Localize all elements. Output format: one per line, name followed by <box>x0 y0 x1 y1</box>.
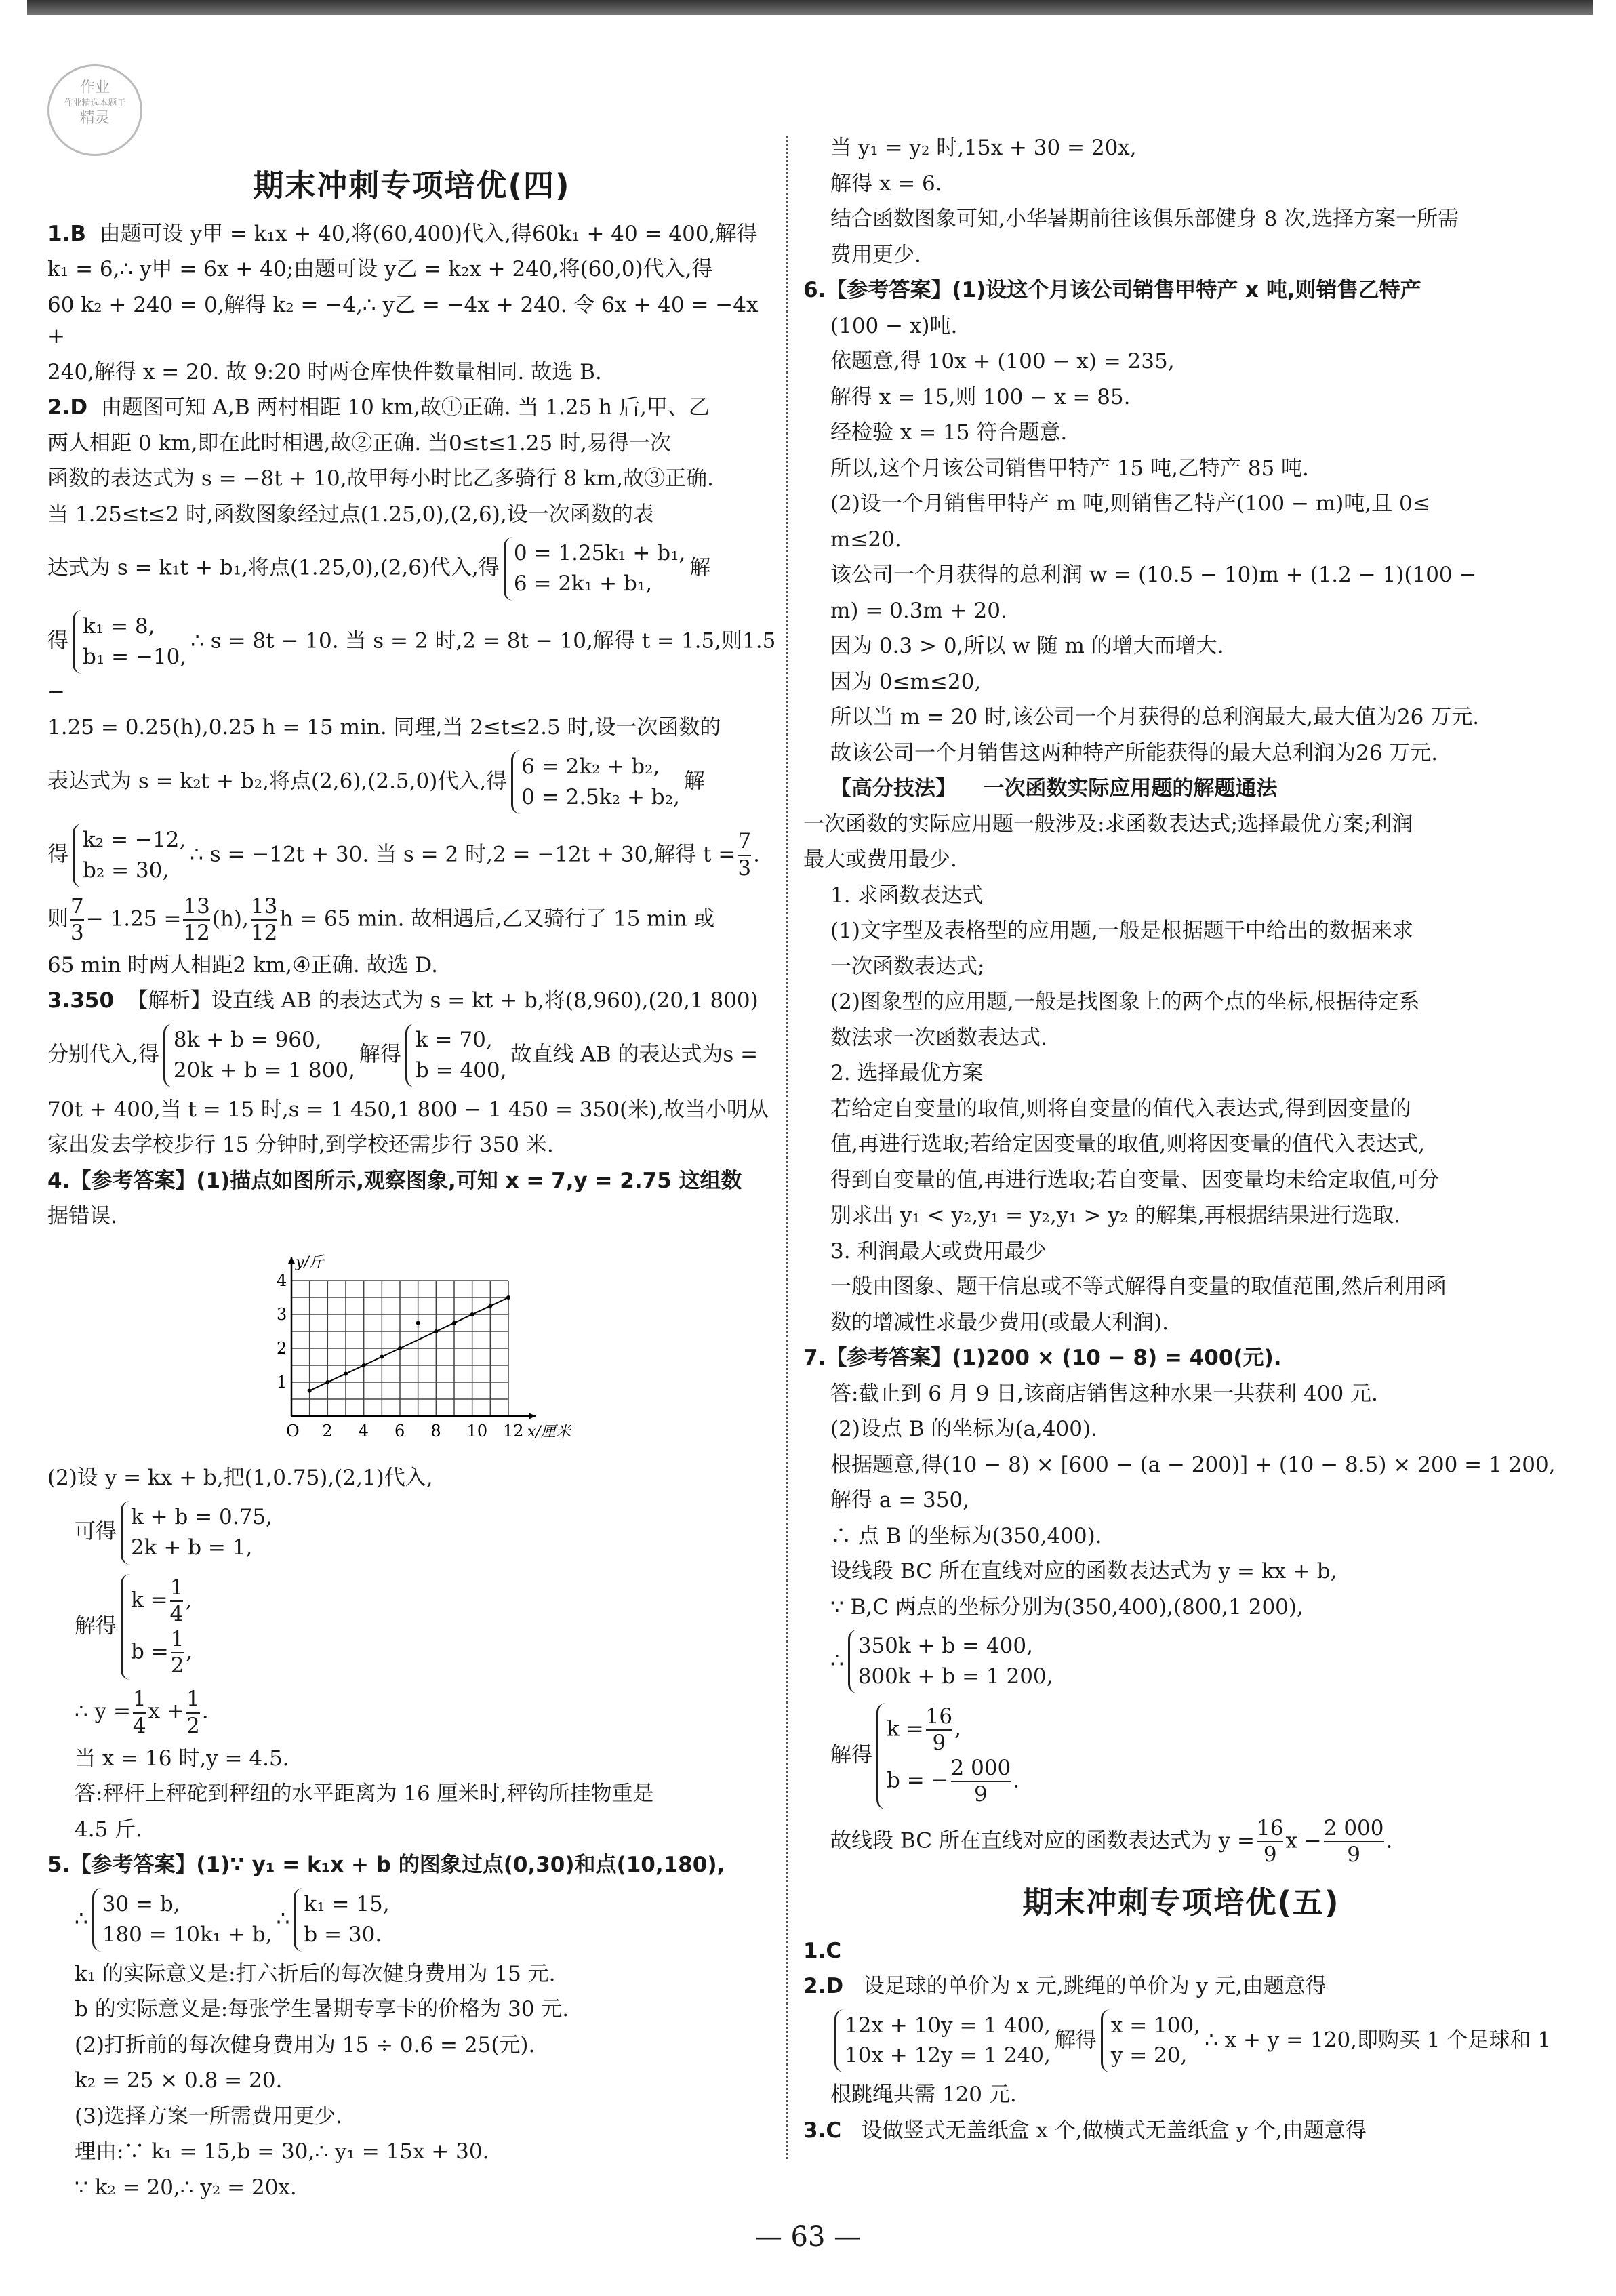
skill-line: 3. 利润最大或费用最少 <box>830 1238 1047 1264</box>
q4-line: 【参考答案】(1)描点如图所示,观察图象,可知 x = 7,y = 2.75 这组数 <box>70 1168 742 1193</box>
q5-line: (2)打折前的每次健身费用为 15 ÷ 0.6 = 25(元). <box>75 2032 536 2057</box>
denominator: 2 <box>170 1653 184 1678</box>
q5-line: k₂ = 25 × 0.8 = 20. <box>75 2068 283 2093</box>
p1-number: 1.C <box>803 1938 842 1963</box>
fraction <box>170 1575 184 1627</box>
q5-line: k₁ 的实际意义是:打六折后的每次健身费用为 15 元. <box>75 1961 556 1986</box>
fraction <box>1324 1816 1384 1868</box>
y-tick-label: 2 <box>277 1338 287 1358</box>
q4-text: 可得 <box>75 1519 117 1544</box>
equation: . <box>1013 1768 1020 1793</box>
numerator: 16 <box>1256 1815 1284 1840</box>
denominator: 4 <box>132 1713 146 1738</box>
q5-number: 5. <box>47 1853 70 1878</box>
data-point <box>325 1380 329 1384</box>
y-axis-label: y/斤 <box>296 1253 324 1271</box>
data-point <box>308 1388 312 1392</box>
data-point <box>434 1329 438 1333</box>
column-divider <box>786 136 790 2159</box>
equation: k₂ = −12, <box>83 827 186 852</box>
q2-line: 函数的表达式为 s = −8t + 10,故甲每小时比乙多骑行 8 km,故③正确. <box>47 466 714 491</box>
q4-line: 4.5 斤. <box>75 1817 143 1842</box>
equation: 12x + 10y = 1 400, <box>845 2013 1051 2038</box>
skill-line: 一次函数的实际应用题一般涉及:求函数表达式;选择最优方案;利润 <box>803 811 1413 837</box>
p3-number: 3.C <box>803 2118 842 2143</box>
p2-line: 设足球的单价为 x 元,跳绳的单价为 y 元,由题意得 <box>863 1974 1327 1998</box>
p2-number: 2.D <box>803 1974 844 1998</box>
equation: 20k + b = 1 800, <box>173 1058 355 1083</box>
x-tick-label: 4 <box>358 1421 369 1441</box>
equation: 10x + 12y = 1 240, <box>845 2043 1051 2068</box>
q3-text: 故直线 AB 的表达式为s = <box>510 1042 759 1067</box>
q3-line: 家出发去学校步行 15 分钟时,到学校还需步行 350 米. <box>47 1133 554 1158</box>
q7-line: 【参考答案】(1)200 × (10 − 8) = 400(元). <box>826 1346 1282 1370</box>
q2-text: − 1.25 = <box>85 906 182 931</box>
p2-text: 解得 <box>1054 2027 1097 2052</box>
equation: 30 = b, <box>102 1891 180 1916</box>
q7-line: (2)设点 B 的坐标为(a,400). <box>830 1417 1097 1441</box>
x-axis-label: x/厘米 <box>527 1423 571 1441</box>
denominator: 2 <box>186 1713 200 1738</box>
denominator: 9 <box>951 1781 1011 1807</box>
q5b-line: 解得 x = 6. <box>830 171 942 196</box>
numerator: 7 <box>70 893 84 919</box>
q4-line: 当 x = 16 时,y = 4.5. <box>75 1746 289 1771</box>
numerator: 13 <box>183 893 210 919</box>
fraction <box>251 894 277 946</box>
x-tick-label: 6 <box>395 1421 405 1441</box>
equation-system <box>294 1888 389 1952</box>
q6-line: m≤20. <box>830 527 902 552</box>
question-2 <box>47 392 776 981</box>
q7-text: . <box>1386 1828 1393 1853</box>
q6-line: (100 − x)吨. <box>830 313 958 338</box>
data-point <box>506 1295 510 1300</box>
equation-system <box>511 750 680 814</box>
equation-system <box>121 1574 193 1680</box>
q2-text: 得 <box>47 842 68 867</box>
q4-text: x + <box>148 1699 184 1725</box>
q2-line: 65 min 时两人相距2 km,④正确. 故选 D. <box>47 952 438 978</box>
q2-text: h = 65 min. 故相遇后,乙又骑行了 15 min 或 <box>279 906 715 931</box>
skill-line: 1. 求函数表达式 <box>830 883 984 908</box>
q7-line: 设线段 BC 所在直线对应的函数表达式为 y = kx + b, <box>830 1559 1337 1584</box>
numerator: 16 <box>925 1704 953 1729</box>
q2-line: 两人相距 0 km,即在此时相遇,故②正确. 当0≤t≤1.25 时,易得一次 <box>47 430 671 456</box>
q2-text: . <box>753 842 760 867</box>
scale-graph <box>264 1243 571 1447</box>
q6-line: (2)设一个月销售甲特产 m 吨,则销售乙特产(100 − m)吨,且 0≤ <box>830 491 1430 516</box>
q3-line: 70t + 400,当 t = 15 时,s = 1 450,1 800 − 1 450 = 350(米),故当小明从 <box>47 1097 769 1122</box>
equation-system <box>834 2009 1051 2073</box>
numerator: 13 <box>250 893 278 919</box>
q6-line: 所以,这个月该公司销售甲特产 15 吨,乙特产 85 吨. <box>830 456 1309 481</box>
q2-text: 得 <box>47 628 68 653</box>
q6-line: m) = 0.3m + 20. <box>830 598 1007 623</box>
denominator: 3 <box>70 920 84 945</box>
skill-line: 一次函数表达式; <box>830 954 985 979</box>
q5-line: ∵ k₂ = 20,∴ y₂ = 20x. <box>75 2175 297 2200</box>
q2-text: (h), <box>211 906 249 931</box>
skill-line: (1)文字型及表格型的应用题,一般是根据题干中给出的数据来求 <box>830 919 1413 943</box>
equation: b = 30. <box>304 1922 382 1947</box>
denominator: 4 <box>169 1601 184 1626</box>
denominator: 12 <box>183 920 210 945</box>
numerator: 1 <box>132 1687 146 1712</box>
skill-line: 数的增减性求最少费用(或最大利润). <box>830 1310 1169 1335</box>
equation-system <box>504 537 685 601</box>
y-tick-label: 1 <box>277 1372 287 1392</box>
y-axis-arrow <box>288 1257 295 1264</box>
x-tick-label: 2 <box>322 1421 333 1441</box>
q2-line: 当 1.25≤t≤2 时,函数图象经过点(1.25,0),(2,6),设一次函数的表 <box>47 502 654 527</box>
q2-line: 达式为 s = k₁t + b₁,将点(1.25,0),(2,6)代入,得 <box>47 555 500 580</box>
q7-line: 答:截止到 6 月 9 日,该商店销售这种水果一共获利 400 元. <box>830 1381 1378 1406</box>
equation: , <box>185 1588 193 1613</box>
q2-line: 表达式为 s = k₂t + b₂,将点(2,6),(2.5,0)代入,得 <box>47 769 508 794</box>
q7-text: ∴ <box>830 1648 844 1673</box>
x-tick-label: 10 <box>466 1421 488 1441</box>
top-bar <box>27 0 1593 15</box>
equation: 6 = 2k₂ + b₂, <box>521 754 660 779</box>
y-tick-label: 3 <box>277 1304 287 1324</box>
q5-line: b 的实际意义是:每张学生暑期专享卡的价格为 30 元. <box>75 1997 569 2022</box>
q4-text: . <box>201 1699 209 1725</box>
skill-line: (2)图象型的应用题,一般是找图象上的两个点的坐标,根据待定系 <box>830 990 1420 1014</box>
denominator: 9 <box>1257 1841 1283 1868</box>
fraction <box>70 894 84 946</box>
numerator: 7 <box>738 829 752 854</box>
q4-text: ∴ y = <box>75 1699 131 1725</box>
q7-text: x − <box>1285 1828 1322 1853</box>
equation-system <box>73 824 186 887</box>
fraction <box>183 894 209 946</box>
logo-brand: 精灵 <box>79 110 110 127</box>
equation: 180 = 10k₁ + b, <box>102 1922 272 1947</box>
equation: b = <box>131 1639 169 1664</box>
skill-line: 数法求一次函数表达式. <box>830 1025 1047 1050</box>
q6-line: 解得 x = 15,则 100 − x = 85. <box>830 384 1131 409</box>
data-point <box>488 1304 492 1308</box>
data-point <box>344 1371 348 1375</box>
q7-line: ∴ 点 B 的坐标为(350,400). <box>830 1523 1102 1548</box>
q6-number: 6. <box>803 278 826 302</box>
data-point <box>362 1363 366 1367</box>
q3-text: 分别代入,得 <box>47 1042 159 1067</box>
q6-line: 所以当 m = 20 时,该公司一个月获得的总利润最大,最大值为26 万元. <box>830 705 1480 729</box>
q2-text: 解 <box>683 769 705 794</box>
skill-line: 最大或费用最少. <box>803 847 957 872</box>
equation: x = 100, <box>1110 2013 1201 2038</box>
q1-number: 1.B <box>47 221 86 246</box>
q7-line: 根据题意,得(10 − 8) × [600 − (a − 200)] + (10 − 8.5) × 200 = 1 200, <box>830 1452 1556 1477</box>
q2-line: 由题图可知 A,B 两村相距 10 km,故①正确. 当 1.25 h 后,甲、乙 <box>100 395 710 420</box>
equation: 2k + b = 1, <box>131 1535 253 1560</box>
p3-line: 设做竖式无盖纸盒 x 个,做横式无盖纸盒 y 个,由题意得 <box>861 2118 1367 2143</box>
q5-text: ∴ <box>276 1906 290 1931</box>
skill-title: 【高分技法】 <box>830 776 956 801</box>
q7-number: 7. <box>803 1346 826 1370</box>
fraction <box>738 829 751 881</box>
q4-line: 答:秤杆上秤砣到秤纽的水平距离为 16 厘米时,秤钩所挂物重是 <box>75 1781 654 1807</box>
question-1 <box>47 218 776 388</box>
data-point <box>398 1346 402 1350</box>
denominator: 3 <box>738 855 752 881</box>
equation: b₂ = 30, <box>83 858 169 883</box>
equation-system <box>876 1703 1019 1809</box>
equation: 8k + b = 960, <box>173 1027 322 1052</box>
fraction <box>133 1687 146 1738</box>
q3-text: 解得 <box>359 1042 401 1067</box>
x-tick-label: O <box>286 1421 300 1441</box>
x-axis-arrow <box>529 1413 536 1419</box>
equation: k₁ = 8, <box>83 613 155 639</box>
equation-system <box>848 1630 1053 1693</box>
numerator: 2 000 <box>1323 1815 1384 1840</box>
equation-system <box>92 1888 272 1952</box>
q5-line: 【参考答案】(1)∵ y₁ = k₁x + b 的图象过点(0,30)和点(10,180), <box>70 1853 725 1878</box>
q4-line: (2)设 y = kx + b,把(1,0.75),(2,1)代入, <box>47 1466 433 1491</box>
data-point <box>416 1321 420 1325</box>
equation: k + b = 0.75, <box>131 1504 272 1529</box>
q6-line: 【参考答案】(1)设这个月该公司销售甲特产 x 吨,则销售乙特产 <box>826 278 1421 302</box>
q3-line: 【解析】设直线 AB 的表达式为 s = kt + b,将(8,960),(20,1 800) <box>127 988 759 1013</box>
question-5 <box>47 1849 776 2203</box>
equation: 800k + b = 1 200, <box>857 1664 1053 1689</box>
equation-system <box>163 1024 355 1087</box>
q7-text: 故线段 BC 所在直线对应的函数表达式为 y = <box>830 1828 1255 1853</box>
equation: k = <box>131 1588 168 1613</box>
q6-line: 该公司一个月获得的总利润 w = (10.5 − 10)m + (1.2 − 1)(100 − <box>830 563 1477 587</box>
equation: b₁ = −10, <box>83 644 187 669</box>
q2-text: 则 <box>47 906 68 931</box>
p2-text: ∴ x + y = 120,即购买 1 个足球和 1 <box>1205 2027 1552 2052</box>
question-4 <box>47 1165 776 1846</box>
q6-line: 依题意,得 10x + (100 − x) = 235, <box>830 349 1175 374</box>
q2-line: 1.25 = 0.25(h),0.25 h = 15 min. 同理,当 2≤t≤2.5 时,设一次函数的 <box>47 715 721 740</box>
q5-text: ∴ <box>75 1906 88 1931</box>
q5b-line: 结合函数图象可知,小华暑期前往该俱乐部健身 8 次,选择方案一所需 <box>830 207 1459 231</box>
equation: , <box>954 1716 961 1741</box>
equation: k₁ = 15, <box>304 1891 390 1916</box>
data-point <box>452 1321 456 1325</box>
equation: 0 = 2.5k₂ + b₂, <box>521 784 680 809</box>
q1-line: 60 k₂ + 240 = 0,解得 k₂ = −4,∴ y乙 = −4x + 240. 令 6x + 40 = −4x + <box>47 292 759 348</box>
q6-line: 故该公司一个月销售这两种特产所能获得的最大总利润为26 万元. <box>830 740 1438 765</box>
skill-line: 一般由图象、题干信息或不等式解得自变量的取值范围,然后利用函 <box>830 1274 1447 1299</box>
logo-text: 作业 <box>79 79 110 96</box>
q4-text: 解得 <box>75 1613 117 1638</box>
q2-number: 2.D <box>47 395 88 420</box>
equation: y = 20, <box>1110 2043 1188 2068</box>
question-6 <box>803 275 1559 769</box>
section-title-5: 期末冲刺专项培优(五) <box>1022 1885 1340 1920</box>
equation: , <box>186 1639 193 1664</box>
right-column <box>803 132 1559 2150</box>
q5-line: (3)选择方案一所需费用更少. <box>75 2103 342 2129</box>
skill-line: 若给定自变量的取值,则将自变量的值代入表达式,得到因变量的 <box>830 1096 1411 1121</box>
q1-line: 240,解得 x = 20. 故 9:20 时两仓库快件数量相同. 故选 B. <box>47 359 602 384</box>
q5b-line: 当 y₁ = y₂ 时,15x + 30 = 20x, <box>830 136 1137 160</box>
q2-text: ∴ s = 8t − 10. 当 s = 2 时,2 = 8t − 10,解得 t = 1.5,则1.5 − <box>47 628 776 704</box>
p2-line: 根跳绳共需 120 元. <box>830 2082 1017 2108</box>
y-tick-label: 4 <box>277 1270 287 1290</box>
skill-subtitle: 一次函数实际应用题的解题通法 <box>983 776 1278 801</box>
fraction <box>171 1627 184 1678</box>
question-3 <box>47 985 776 1161</box>
equation: b = − <box>887 1768 949 1793</box>
q4-number: 4. <box>47 1168 70 1193</box>
q1-line: 由题可设 y甲 = k₁x + 40,将(60,400)代入,得60k₁ + 40 = 400,解得 <box>99 221 758 246</box>
publisher-logo <box>47 64 142 156</box>
numerator: 2 000 <box>950 1756 1011 1781</box>
numerator: 1 <box>170 1627 184 1651</box>
q2-text: 解 <box>689 555 711 580</box>
left-column <box>47 163 776 2207</box>
x-tick-label: 8 <box>430 1421 441 1441</box>
fraction <box>926 1704 952 1756</box>
skill-line: 值,再进行选取;若给定因变量的取值,则将因变量的值代入表达式, <box>830 1132 1426 1156</box>
skill-line: 得到自变量的值,再进行选取;若自变量、因变量均未给定取值,可分 <box>830 1167 1440 1192</box>
q6-line: 因为 0.3 > 0,所以 w 随 m 的增大而增大. <box>830 634 1224 658</box>
equation-system <box>121 1501 272 1565</box>
data-point <box>380 1354 384 1358</box>
denominator: 9 <box>1324 1841 1384 1868</box>
equation: k = 70, <box>415 1027 493 1052</box>
section5-questions <box>803 1935 1559 2147</box>
q6-line: 因为 0≤m≤20, <box>830 669 982 694</box>
equation: 0 = 1.25k₁ + b₁, <box>513 541 686 565</box>
equation: 6 = 2k₁ + b₁, <box>513 571 653 596</box>
equation: b = 400, <box>415 1058 507 1083</box>
q7-line: 解得 a = 350, <box>830 1488 970 1512</box>
q7-line: ∵ B,C 两点的坐标分别为(350,400),(800,1 200), <box>830 1594 1304 1619</box>
q2-text: ∴ s = −12t + 30. 当 s = 2 时,2 = −12t + 30,解得 t = <box>190 842 736 867</box>
numerator: 1 <box>186 1687 200 1712</box>
equation: k = <box>887 1716 924 1741</box>
x-tick-label: 12 <box>503 1421 524 1441</box>
denominator: 9 <box>926 1729 952 1756</box>
equation-system <box>73 610 186 674</box>
equation-system <box>405 1024 507 1087</box>
skill-box <box>803 773 1559 1338</box>
logo-sub: 作业精选本题于 <box>64 98 126 108</box>
fraction <box>1257 1816 1283 1868</box>
data-line <box>310 1297 508 1391</box>
equation: 350k + b = 400, <box>857 1634 1033 1658</box>
question-7 <box>803 1342 1559 1868</box>
q1-line: k₁ = 6,∴ y甲 = 6x + 40;由题可设 y乙 = k₂x + 240,将(60,0)代入,得 <box>47 257 713 281</box>
q5b-line: 费用更少. <box>830 242 921 267</box>
section-title-4: 期末冲刺专项培优(四) <box>253 167 571 203</box>
numerator: 1 <box>169 1575 184 1600</box>
denominator: 12 <box>250 920 278 945</box>
question-5-continued <box>803 132 1559 270</box>
fraction <box>951 1756 1011 1807</box>
q5-line: 理由:∵ k₁ = 15,b = 30,∴ y₁ = 15x + 30. <box>75 2139 489 2164</box>
skill-line: 别求出 y₁ < y₂,y₁ = y₂,y₁ > y₂ 的解集,再根据结果进行选取. <box>830 1203 1400 1228</box>
q4-line: 据错误. <box>47 1204 117 1229</box>
q7-text: 解得 <box>830 1742 872 1767</box>
page-number: — 63 — <box>754 2221 862 2253</box>
q3-number: 3.350 <box>47 988 115 1013</box>
skill-line: 2. 选择最优方案 <box>830 1061 984 1085</box>
fraction <box>186 1687 200 1738</box>
equation-system <box>1101 2009 1200 2073</box>
data-point <box>470 1312 474 1316</box>
q6-line: 经检验 x = 15 符合题意. <box>830 420 1068 445</box>
